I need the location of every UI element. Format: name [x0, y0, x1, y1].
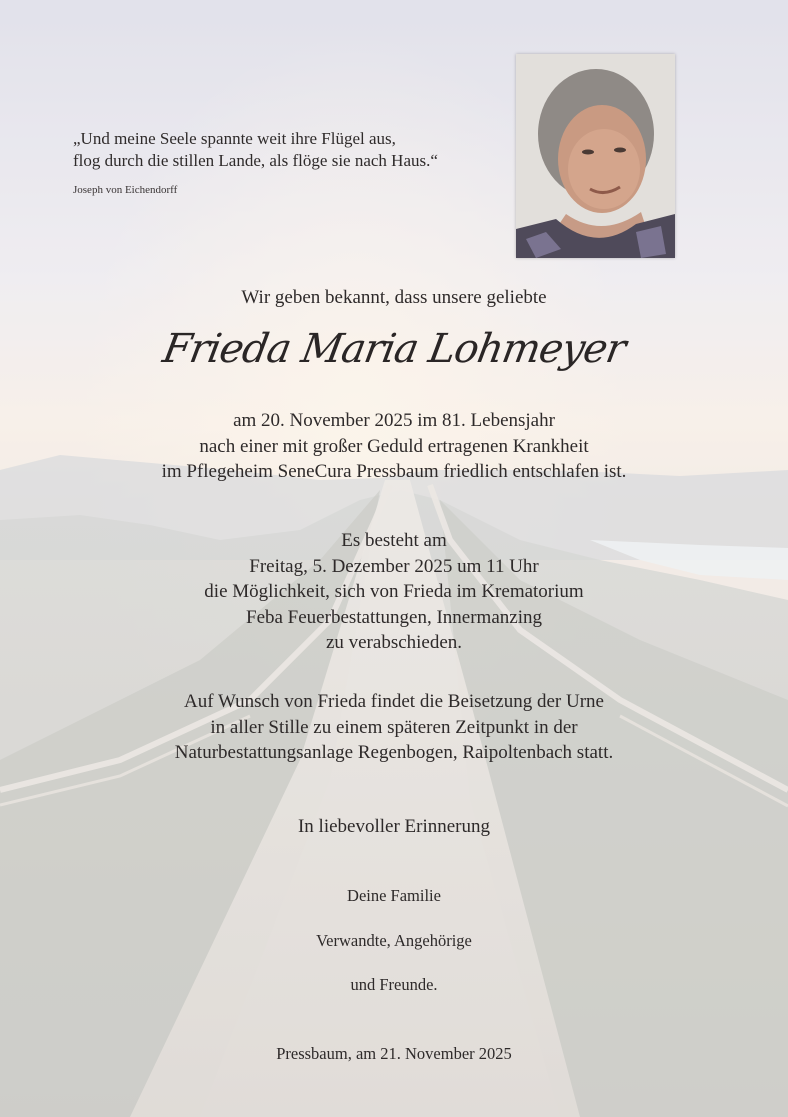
quote-line-2: flog durch die stillen Lande, als flöge sie nach Haus.“ [73, 151, 438, 170]
farewell-line-5: zu verabschieden. [325, 632, 463, 653]
announcement-intro: Wir geben bekannt, dass unsere geliebte [241, 287, 547, 308]
farewell-line-3: die Möglichkeit, sich von Frieda im Krematorium [204, 581, 584, 602]
death-line-1: am 20. November 2025 im 81. Lebensjahr [233, 410, 555, 431]
death-line-2: nach einer mit großer Geduld ertragenen Krankheit [199, 435, 589, 457]
burial-details [0, 689, 788, 766]
mourner-family: Deine Familie [347, 886, 441, 905]
mourner-friends: und Freunde. [350, 975, 438, 994]
death-details [0, 408, 788, 485]
quote-author: Joseph von Eichendorff [73, 184, 178, 196]
farewell-line-1: Es besteht am [341, 530, 447, 551]
quote [73, 128, 438, 172]
memory-text: In liebevoller Erinnerung [297, 816, 491, 837]
quote-line-1: „Und meine Seele spannte weit ihre Flügel aus, [73, 129, 396, 148]
burial-line-3: Naturbestattungsanlage Regenbogen, Raipoltenbach statt. [174, 742, 614, 763]
burial-line-1: Auf Wunsch von Frieda findet die Beisetzung der Urne [184, 691, 604, 712]
farewell-line-2: Freitag, 5. Dezember 2025 um 11 Uhr [249, 555, 539, 577]
deceased-name: Frieda Maria Lohmeyer [159, 326, 629, 372]
farewell-line-4: Feba Feuerbestattungen, Innermanzing [246, 606, 542, 628]
portrait-photo [516, 54, 675, 258]
farewell-details [0, 528, 788, 656]
death-line-3: im Pflegeheim SeneCura Pressbaum friedlich entschlafen ist. [161, 461, 627, 482]
burial-line-2: in aller Stille zu einem späteren Zeitpunkt in der [210, 716, 578, 738]
mourner-relatives: Verwandte, Angehörige [316, 931, 472, 950]
place-and-date: Pressbaum, am 21. November 2025 [276, 1044, 512, 1063]
